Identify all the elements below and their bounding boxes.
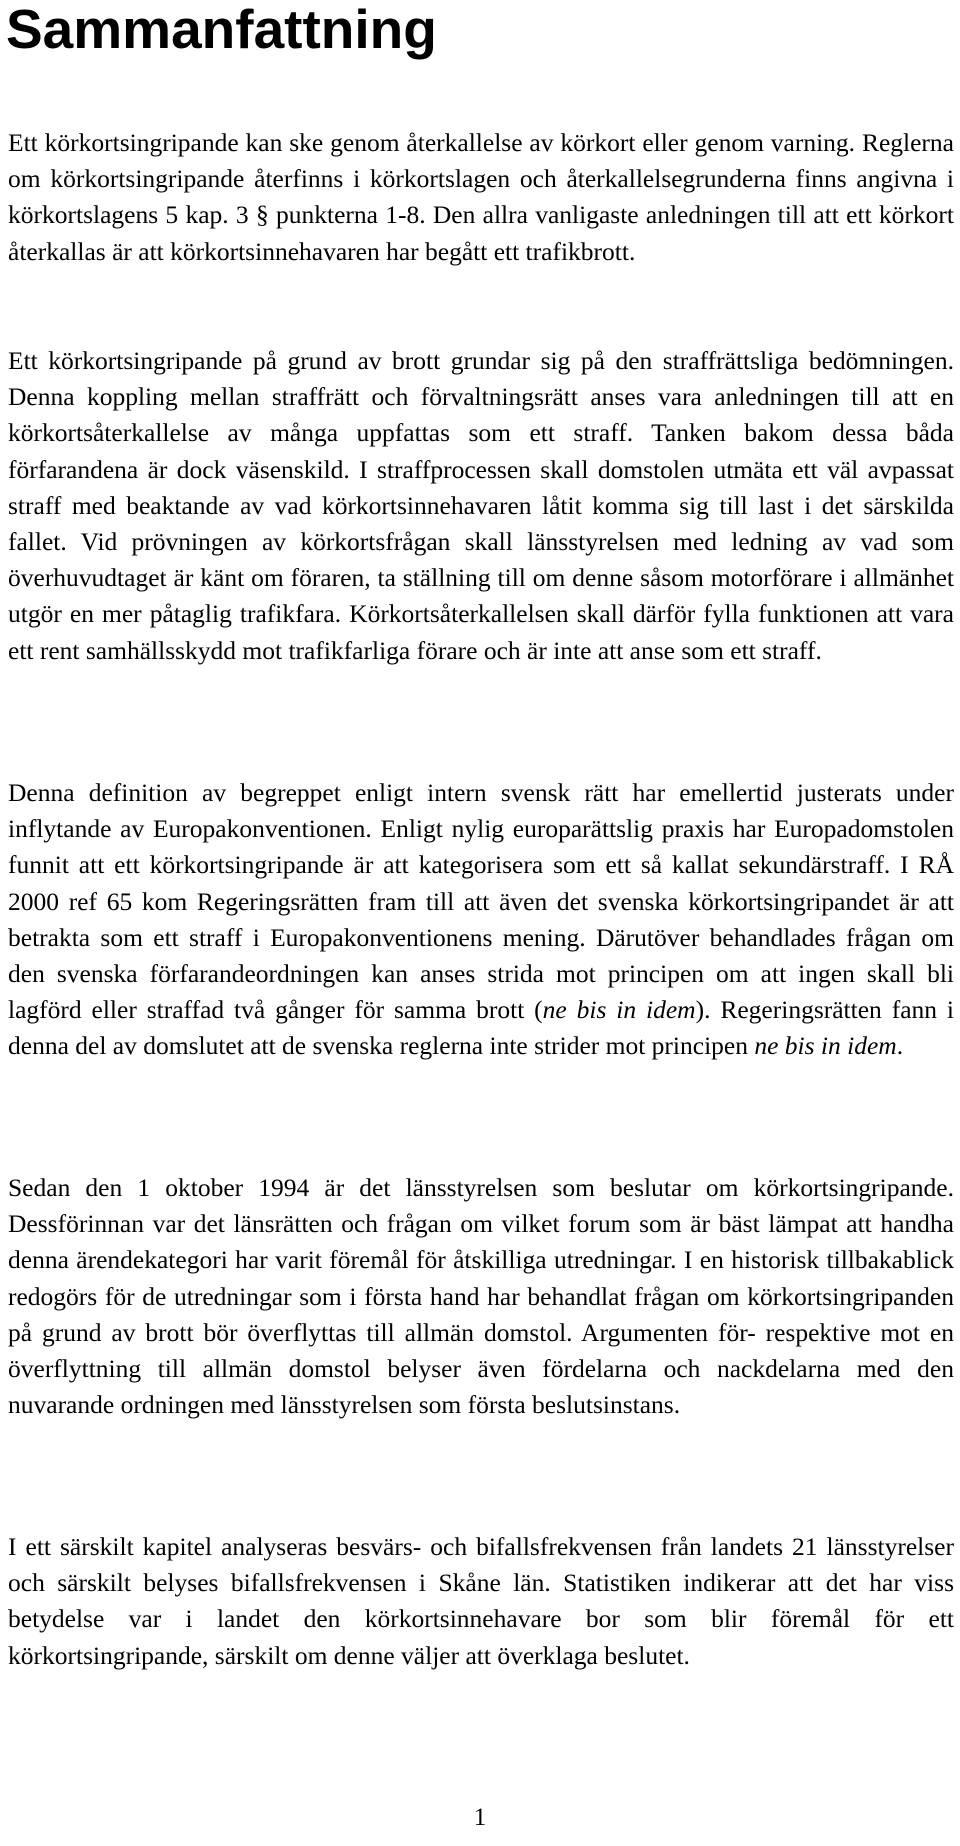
latin-term: ne bis in idem (754, 1031, 897, 1061)
paragraph-5: I ett särskilt kapitel analyseras besvärs- och bifallsfrekvensen från landets 21 länsstyrelser och särskilt belyses bifallsfrekvensen i Skåne län. Statistiken indikerar att det har viss betydelse var i landet den körkortsinnehavare bor som blir föremål för ett körkortsingripande, särskilt om denne väljer att överklaga beslutet. (8, 1532, 954, 1670)
paragraph-4: Sedan den 1 oktober 1994 är det länsstyrelsen som beslutar om körkortsingripande. Dessförinnan var det länsrätten och frågan om vilket forum som är bäst lämpat att handha denna ärendekategori har varit föremål för åtskilliga utredningar. I en historisk tillbakablick redogörs för de utredningar som i första hand har behandlat frågan om körkortsingripanden på grund av brott bör överflyttas till allmän domstol. Argumenten för- respektive mot en överflyttning till allmän domstol belyser även fördelarna och nackdelarna med den nuvarande ordningen med länsstyrelsen som första beslutsinstans. (8, 1173, 954, 1420)
paragraph-3 (8, 775, 954, 1065)
paragraph-3-text: . (896, 1031, 904, 1061)
paragraph-1: Ett körkortsingripande kan ske genom återkallelse av körkort eller genom varning. Reglerna om körkortsingripande återfinns i körkortslagen och återkallelsegrunderna finns angivna i körkortslagens 5 kap. 3 § punkterna 1-8. Den allra vanligaste anledningen till att ett körkort återkallas är att körkortsinnehavaren har begått ett trafikbrott. (8, 128, 954, 266)
page-title: Sammanfattning (6, 0, 437, 60)
paragraph-2: Ett körkortsingripande på grund av brott grundar sig på den straffrättsliga bedömningen. Denna koppling mellan straffrätt och förvaltningsrätt anses vara anledningen till att en körkortsåterkallelse av många uppfattas som ett straff. Tanken bakom dessa båda förfarandena är dock väsenskild. I straffprocessen skall domstolen utmäta ett väl avpassat straff med beaktande av vad körkortsinnehavaren låtit komma sig till last i det särskilda fallet. Vid prövningen av körkortsfrågan skall länsstyrelsen med ledning av vad som överhuvudtaget är känt om föraren, ta ställning till om denne såsom motorförare i allmänhet utgör en mer påtaglig trafikfara. Körkortsåterkallelsen skall därför fylla funktionen att vara ett rent samhällsskydd mot trafikfarliga förare och är inte att anse som ett straff. (8, 346, 954, 665)
paragraph-3-text: Denna definition av begreppet enligt intern svensk rätt har emellertid justerats under inflytande av Europakonventionen. Enligt nylig europarättslig praxis har Europadomstolen funnit att ett körkortsingripande är att kategorisera som ett så kallat sekundärstraff. I RÅ 2000 ref 65 kom Regeringsrätten fram till att även det svenska körkortsingripandet är att betrakta som ett straff i Europakonventionens mening. Därutöver behandlades frågan om den svenska förfarandeordningen kan anses strida mot principen om att ingen skall bli lagförd eller straffad två gånger för samma brott ( (8, 778, 954, 1025)
page-number: 1 (473, 1804, 487, 1831)
latin-term: ne bis in idem (542, 995, 696, 1025)
paragraph-3-text: ). Regeringsrätten fann i denna del av domslutet att de svenska reglerna inte strider mot principen (8, 995, 954, 1061)
